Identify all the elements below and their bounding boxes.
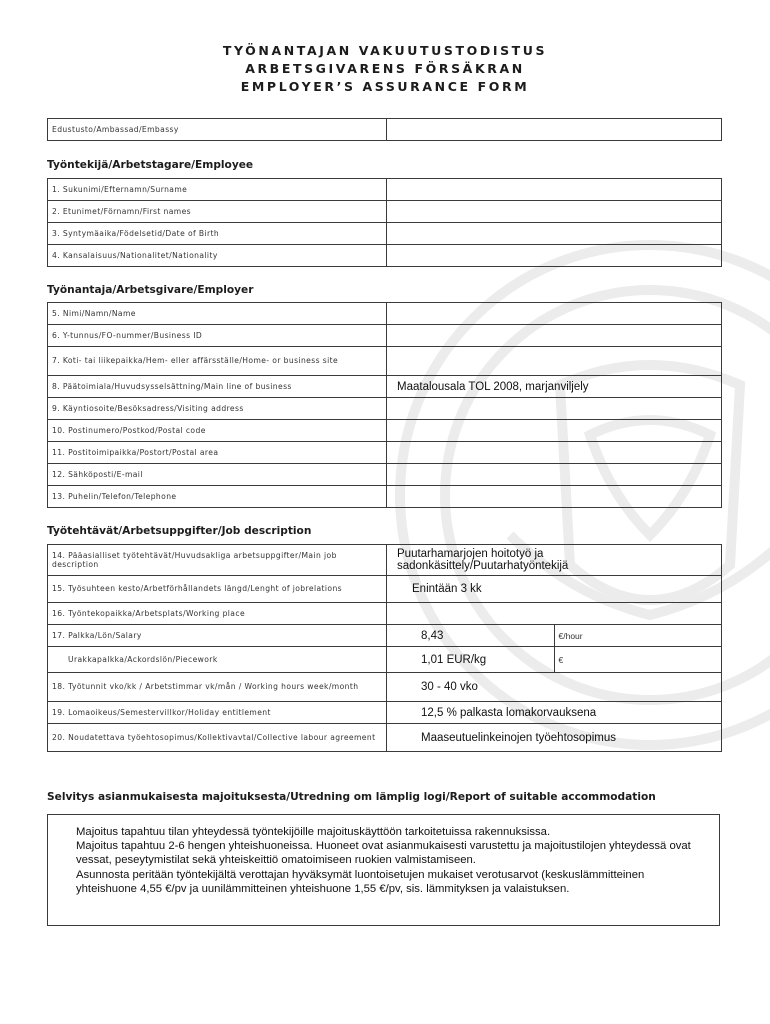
field-label: 14. Pääasialliset työtehtävät/Huvudsakliga arbetsuppgifter/Main job description bbox=[48, 545, 387, 576]
working-place-field[interactable] bbox=[387, 603, 722, 625]
accommodation-line: Majoitus tapahtuu tilan yhteydessä työntekijöille majoituskäyttöön tarkoitetuissa rakennuksissa. bbox=[76, 826, 551, 838]
nationality-field[interactable] bbox=[387, 245, 722, 267]
accommodation-heading: Selvitys asianmukaisesta majoituksesta/Utredning om lämplig logi/Report of suitable accommodation bbox=[47, 791, 656, 803]
employee-row-birth-date bbox=[48, 223, 722, 245]
title-line-en: EMPLOYER’S ASSURANCE FORM bbox=[240, 79, 530, 94]
field-label: 8. Päätoimiala/Huvudsysselsättning/Main line of business bbox=[48, 376, 387, 398]
embassy-row bbox=[48, 119, 722, 141]
title-line-fi: TYÖNANTAJAN VAKUUTUSTODISTUS bbox=[222, 43, 548, 58]
field-label: 12. Sähköposti/E-mail bbox=[48, 464, 387, 486]
job-heading: Työtehtävät/Arbetsuppgifter/Job description bbox=[47, 525, 312, 537]
field-label: 5. Nimi/Namn/Name bbox=[48, 303, 387, 325]
surname-field[interactable] bbox=[387, 179, 722, 201]
form-title bbox=[0, 42, 770, 96]
telephone-field[interactable] bbox=[387, 486, 722, 508]
field-label: 9. Käyntiosoite/Besöksadress/Visiting address bbox=[48, 398, 387, 420]
job-row-working-place bbox=[48, 603, 722, 625]
field-label: 7. Koti- tai liikepaikka/Hem- eller affärsställe/Home- or business site bbox=[48, 347, 387, 376]
postal-area-field[interactable] bbox=[387, 442, 722, 464]
accommodation-line: Asunnosta peritään työntekijältä verottajan hyväksymät luontoisetujen mukaiset verotusarvot (keskuslämmitteinen yhteishuone 4,55 €/pv ja uunilämmitteinen yhteishuone 1,55 €/pv, sis. lämmityksen ja valaistuksen. bbox=[76, 868, 645, 895]
employee-row-surname bbox=[48, 179, 722, 201]
holiday-field[interactable]: 12,5 % palkasta lomakorvauksena bbox=[387, 702, 722, 724]
collective-agreement-field[interactable]: Maaseutuelinkeinojen työehtosopimus bbox=[387, 724, 722, 752]
piecework-field[interactable]: 1,01 EUR/kg bbox=[387, 647, 555, 673]
field-label: 13. Puhelin/Telefon/Telephone bbox=[48, 486, 387, 508]
working-hours-field[interactable]: 30 - 40 vko bbox=[387, 673, 722, 702]
job-row-salary bbox=[48, 625, 722, 647]
embassy-field[interactable] bbox=[387, 119, 722, 141]
employer-row-home-site bbox=[48, 347, 722, 376]
employer-row-business-id bbox=[48, 325, 722, 347]
accommodation-text-box[interactable] bbox=[47, 814, 720, 926]
field-label: 10. Postinumero/Postkod/Postal code bbox=[48, 420, 387, 442]
duration-field[interactable]: Enintään 3 kk bbox=[387, 576, 722, 603]
salary-field[interactable]: 8,43 bbox=[387, 625, 555, 647]
main-tasks-field[interactable]: Puutarhamarjojen hoitotyö ja sadonkäsittely/Puutarhatyöntekijä bbox=[387, 545, 722, 576]
employer-name-field[interactable] bbox=[387, 303, 722, 325]
employer-row-telephone bbox=[48, 486, 722, 508]
employee-heading: Työntekijä/Arbetstagare/Employee bbox=[47, 159, 254, 171]
field-label: 6. Y-tunnus/FO-nummer/Business ID bbox=[48, 325, 387, 347]
job-row-duration bbox=[48, 576, 722, 603]
embassy-label: Edustusto/Ambassad/Embassy bbox=[48, 119, 387, 141]
field-label: 1. Sukunimi/Efternamn/Surname bbox=[48, 179, 387, 201]
job-table bbox=[47, 544, 722, 752]
job-row-holiday bbox=[48, 702, 722, 724]
job-row-collective-agreement bbox=[48, 724, 722, 752]
piecework-unit: € bbox=[554, 647, 722, 673]
business-id-field[interactable] bbox=[387, 325, 722, 347]
job-row-piecework bbox=[48, 647, 722, 673]
employer-row-email bbox=[48, 464, 722, 486]
field-label: 16. Työntekopaikka/Arbetsplats/Working place bbox=[48, 603, 387, 625]
employee-row-nationality bbox=[48, 245, 722, 267]
employee-table bbox=[47, 178, 722, 267]
field-label: 18. Työtunnit vko/kk / Arbetstimmar vk/mån / Working hours week/month bbox=[48, 673, 387, 702]
field-label: 15. Työsuhteen kesto/Arbetförhållandets längd/Lenght of jobrelations bbox=[48, 576, 387, 603]
embassy-table bbox=[47, 118, 722, 141]
field-label: 11. Postitoimipaikka/Postort/Postal area bbox=[48, 442, 387, 464]
postal-code-field[interactable] bbox=[387, 420, 722, 442]
field-label: 20. Noudatettava työehtosopimus/Kollektivavtal/Collective labour agreement bbox=[48, 724, 387, 752]
first-names-field[interactable] bbox=[387, 201, 722, 223]
field-label: 17. Palkka/Lön/Salary bbox=[48, 625, 387, 647]
job-row-main-tasks bbox=[48, 545, 722, 576]
employer-row-postal-area bbox=[48, 442, 722, 464]
employee-row-first-names bbox=[48, 201, 722, 223]
field-label: 19. Lomaoikeus/Semestervillkor/Holiday entitlement bbox=[48, 702, 387, 724]
salary-unit: €/hour bbox=[554, 625, 722, 647]
job-row-working-hours bbox=[48, 673, 722, 702]
field-label: 3. Syntymäaika/Födelsetid/Date of Birth bbox=[48, 223, 387, 245]
email-field[interactable] bbox=[387, 464, 722, 486]
field-label: 4. Kansalaisuus/Nationalitet/Nationality bbox=[48, 245, 387, 267]
birth-date-field[interactable] bbox=[387, 223, 722, 245]
visiting-address-field[interactable] bbox=[387, 398, 722, 420]
employer-heading: Työnantaja/Arbetsgivare/Employer bbox=[47, 284, 254, 296]
accommodation-line: Majoitus tapahtuu 2-6 hengen yhteishuoneissa. Huoneet ovat asianmukaisesti varustettu ja majoitustilojen yhteydessä ovat vessat, peseytymistilat sekä yhteiskeittiö omatoimiseen ruokien valmistamiseen. bbox=[76, 840, 691, 867]
main-line-field[interactable]: Maatalousala TOL 2008, marjanviljely bbox=[387, 376, 722, 398]
employer-row-postal-code bbox=[48, 420, 722, 442]
home-site-field[interactable] bbox=[387, 347, 722, 376]
employer-row-name bbox=[48, 303, 722, 325]
employer-table bbox=[47, 302, 722, 508]
employer-row-visiting-address bbox=[48, 398, 722, 420]
field-label: Urakkapalkka/Ackordslön/Piecework bbox=[48, 647, 387, 673]
title-line-sv: ARBETSGIVARENS FÖRSÄKRAN bbox=[245, 61, 525, 76]
field-label: 2. Etunimet/Förnamn/First names bbox=[48, 201, 387, 223]
employer-row-main-line bbox=[48, 376, 722, 398]
